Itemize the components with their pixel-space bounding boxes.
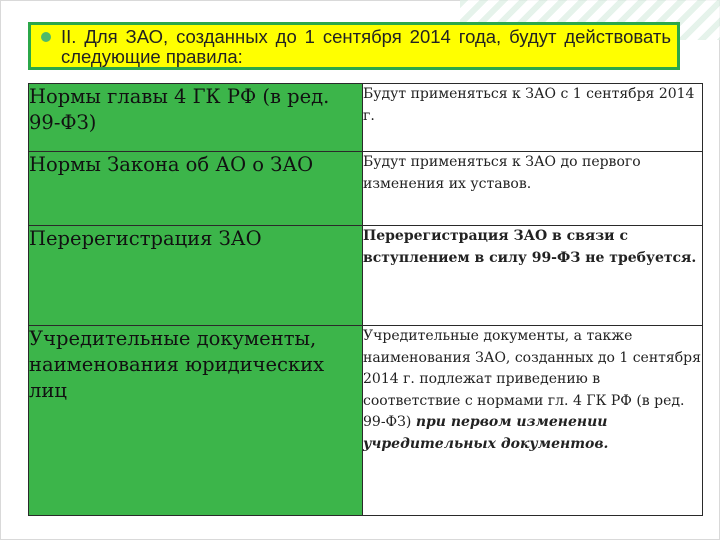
row-value-cell: Будут применяться к ЗАО до первого изменения их уставов. — [363, 152, 703, 226]
slide-header-box — [28, 22, 680, 70]
row-value-cell: Будут применяться к ЗАО с 1 сентября 2014 г. — [363, 84, 703, 152]
row-value-text: Учредительные документы, а также наименования ЗАО, созданных до 1 сентября 2014 г. подлежат приведению в соответствие с нормами гл. 4 ГК РФ (в ред. 99-ФЗ) — [363, 328, 701, 430]
table-row — [29, 326, 703, 516]
row-label-cell: Перерегистрация ЗАО — [29, 226, 363, 326]
table-row — [29, 152, 703, 226]
table-row — [29, 84, 703, 152]
table-row — [29, 226, 703, 326]
row-value-cell — [363, 326, 703, 516]
rules-table — [28, 83, 703, 516]
row-label-cell: Нормы главы 4 ГК РФ (в ред. 99-ФЗ) — [29, 84, 363, 152]
slide-header-text: II. Для ЗАО, созданных до 1 сентября 2014 года, будут действовать следующие правила: — [61, 26, 671, 67]
bullet-icon — [41, 32, 51, 42]
row-label-cell: Учредительные документы, наименования юридических лиц — [29, 326, 363, 516]
row-value-emphasis: при первом изменении учредительных документов. — [363, 414, 609, 452]
row-label-cell: Нормы Закона об АО о ЗАО — [29, 152, 363, 226]
row-value-cell: Перерегистрация ЗАО в связи с вступлением в силу 99-ФЗ не требуется. — [363, 226, 703, 326]
